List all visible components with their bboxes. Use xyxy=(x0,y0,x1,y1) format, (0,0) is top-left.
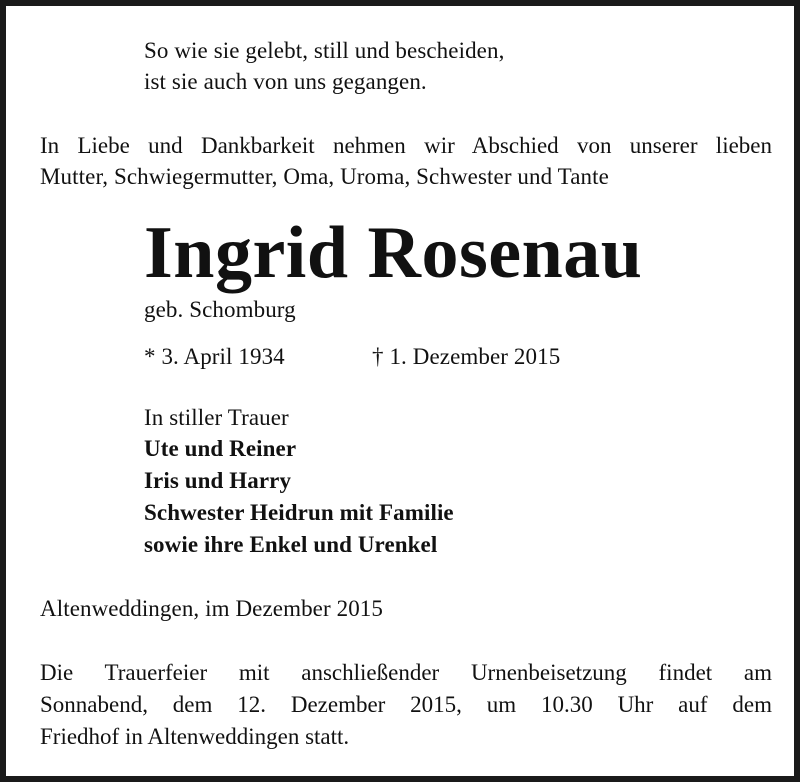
mourners-intro: In stiller Trauer xyxy=(144,405,289,430)
funeral-line-3: Friedhof in Altenweddingen statt. xyxy=(40,724,350,749)
motto-line-1: So wie sie gelebt, still und bescheiden, xyxy=(144,38,505,63)
intro-line-1: In Liebe und Dankbarkeit nehmen wir Abschied von unserer lieben xyxy=(40,133,772,158)
maiden-name: geb. Schomburg xyxy=(144,297,296,322)
mourner-name: Ute und Reiner xyxy=(144,436,297,461)
deceased-name: Ingrid Rosenau xyxy=(144,212,643,294)
birth-date: * 3. April 1934 xyxy=(144,344,285,369)
funeral-line-2: Sonnabend, dem 12. Dezember 2015, um 10.30 Uhr auf dem xyxy=(40,692,772,717)
intro-line-2: Mutter, Schwiegermutter, Oma, Uroma, Schwester und Tante xyxy=(40,164,609,189)
motto-line-2: ist sie auch von uns gegangen. xyxy=(144,69,427,94)
funeral-line-1: Die Trauerfeier mit anschließender Urnenbeisetzung findet am xyxy=(40,660,772,685)
mourner-name: Iris und Harry xyxy=(144,468,292,493)
place-date: Altenweddingen, im Dezember 2015 xyxy=(40,596,383,621)
death-date: † 1. Dezember 2015 xyxy=(372,344,561,369)
mourner-name: Schwester Heidrun mit Familie xyxy=(144,500,454,525)
mourner-name: sowie ihre Enkel und Urenkel xyxy=(144,532,438,557)
